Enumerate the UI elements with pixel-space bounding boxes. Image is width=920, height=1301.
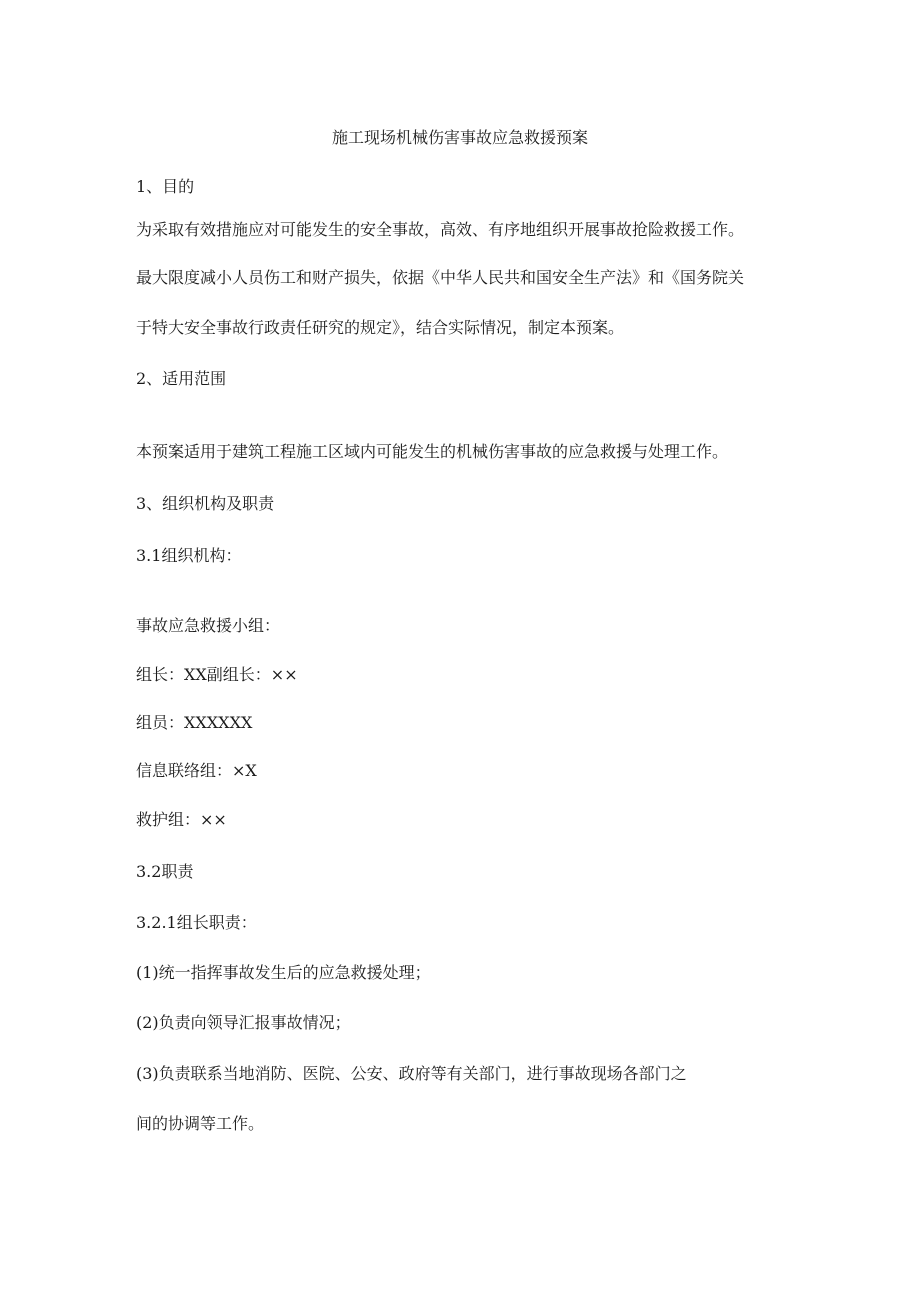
section-3-2-heading: 3.2职责	[136, 862, 194, 881]
section-3-heading: 3、组织机构及职责	[136, 494, 275, 513]
section-1-heading: 1、目的	[136, 177, 195, 196]
leader-duty-2: (2)负责向领导汇报事故情况；	[136, 1013, 351, 1032]
leader-duty-3-line-1: (3)负责联系当地消防、医院、公安、政府等有关部门，进行事故现场各部门之	[136, 1064, 687, 1083]
section-1-paragraph-line-1: 为采取有效措施应对可能发生的安全事故，高效、有序地组织开展事故抢险救援工作。	[136, 220, 745, 239]
section-3-1-heading: 3.1组织机构：	[136, 546, 242, 565]
liaison-group-line: 信息联络组：×X	[136, 761, 257, 780]
section-1-paragraph-line-2: 最大限度减小人员伤工和财产损失，依据《中华人民共和国安全生产法》和《国务院关	[136, 268, 745, 287]
section-3-2-1-heading: 3.2.1组长职责：	[136, 913, 257, 932]
section-1-paragraph-line-3: 于特大安全事故行政责任研究的规定》，结合实际情况，制定本预案。	[136, 318, 625, 337]
section-2-heading: 2、适用范围	[136, 369, 227, 388]
leader-duty-3-line-2: 间的协调等工作。	[136, 1114, 265, 1133]
rescue-team-label: 事故应急救援小组：	[136, 616, 281, 635]
leader-duty-1: (1)统一指挥事故发生后的应急救援处理；	[136, 963, 431, 982]
team-members-line: 组员：XXXXXX	[136, 713, 253, 732]
rescue-group-line: 救护组：××	[136, 810, 227, 829]
section-2-paragraph: 本预案适用于建筑工程施工区域内可能发生的机械伤害事故的应急救援与处理工作。	[136, 442, 729, 461]
document-title: 施工现场机械伤害事故应急救援预案	[331, 128, 588, 147]
team-leader-line: 组长：XX副组长：××	[136, 665, 298, 684]
